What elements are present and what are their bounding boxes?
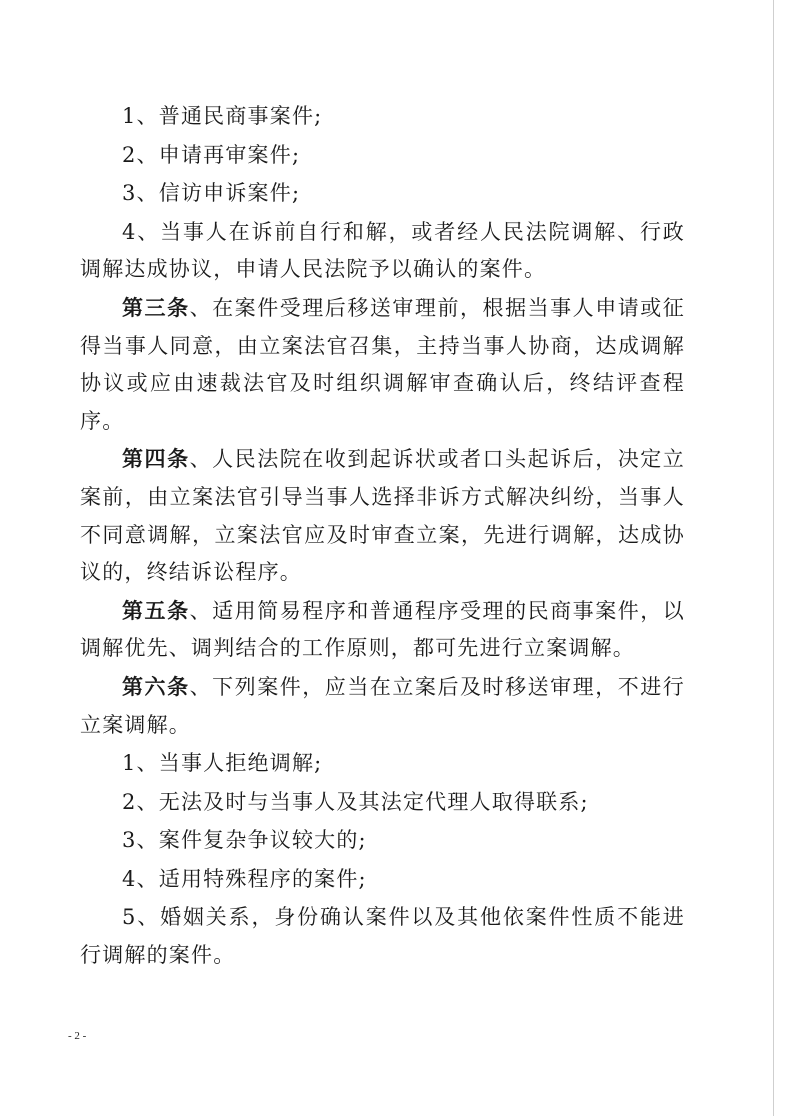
paragraph-text: 、适用简易程序和普通程序受理的民商事案件，以调解优先、调判结合的工作原则，都可先进行立案调解。 [80,598,685,661]
paragraph-text: 、在案件受理后移送审理前，根据当事人申请或征得当事人同意，由立案法官召集，主持当事人协商，达成调解协议或应由速裁法官及时组织调解审查确认后，终结评查程序。 [80,295,685,433]
paragraph-text: 4、适用特殊程序的案件; [122,866,367,891]
article-heading: 第三条 [122,294,190,320]
list-item-3 [80,174,685,213]
paragraph-text: 5、婚姻关系，身份确认案件以及其他依案件性质不能进行调解的案件。 [80,905,685,968]
list-item-9 [80,898,685,974]
paragraph-text: 2、无法及时与当事人及其法定代理人取得联系; [122,789,589,814]
paragraph-text: 、人民法院在收到起诉状或者口头起诉后，决定立案前，由立案法官引导当事人选择非诉方式解决纠纷，当事人不同意调解，立案法官应及时审查立案，先进行调解，达成协议的，终结诉讼程序。 [80,447,685,585]
list-item-4 [80,213,685,289]
article-heading: 第五条 [122,597,190,623]
article-3 [80,289,685,440]
paragraph-text: 3、案件复杂争议较大的; [122,828,367,853]
paragraph-text: 1、当事人拒绝调解; [122,751,323,776]
list-item-6 [80,783,685,822]
paragraph-text: 、下列案件，应当在立案后及时移送审理，不进行立案调解。 [80,674,685,737]
list-item-8 [80,860,685,899]
paragraph-text: 3、信访申诉案件; [122,181,301,206]
article-heading: 第四条 [122,446,190,472]
paragraph-text: 4、当事人在诉前自行和解，或者经人民法院调解、行政调解达成协议，申请人民法院予以确认的案件。 [80,219,685,282]
paragraph-text: 2、申请再审案件; [122,142,301,167]
article-5 [80,592,685,668]
article-6 [80,668,685,744]
list-item-7 [80,821,685,860]
page-edge-line [773,0,774,1116]
page-number: - 2 - [68,1030,87,1042]
article-4 [80,440,685,591]
document-body [80,97,685,975]
paragraph-text: 1、普通民商事案件; [122,104,323,128]
list-item-1 [80,97,685,136]
article-heading: 第六条 [122,673,190,699]
list-item-2 [80,136,685,175]
list-item-5 [80,744,685,783]
